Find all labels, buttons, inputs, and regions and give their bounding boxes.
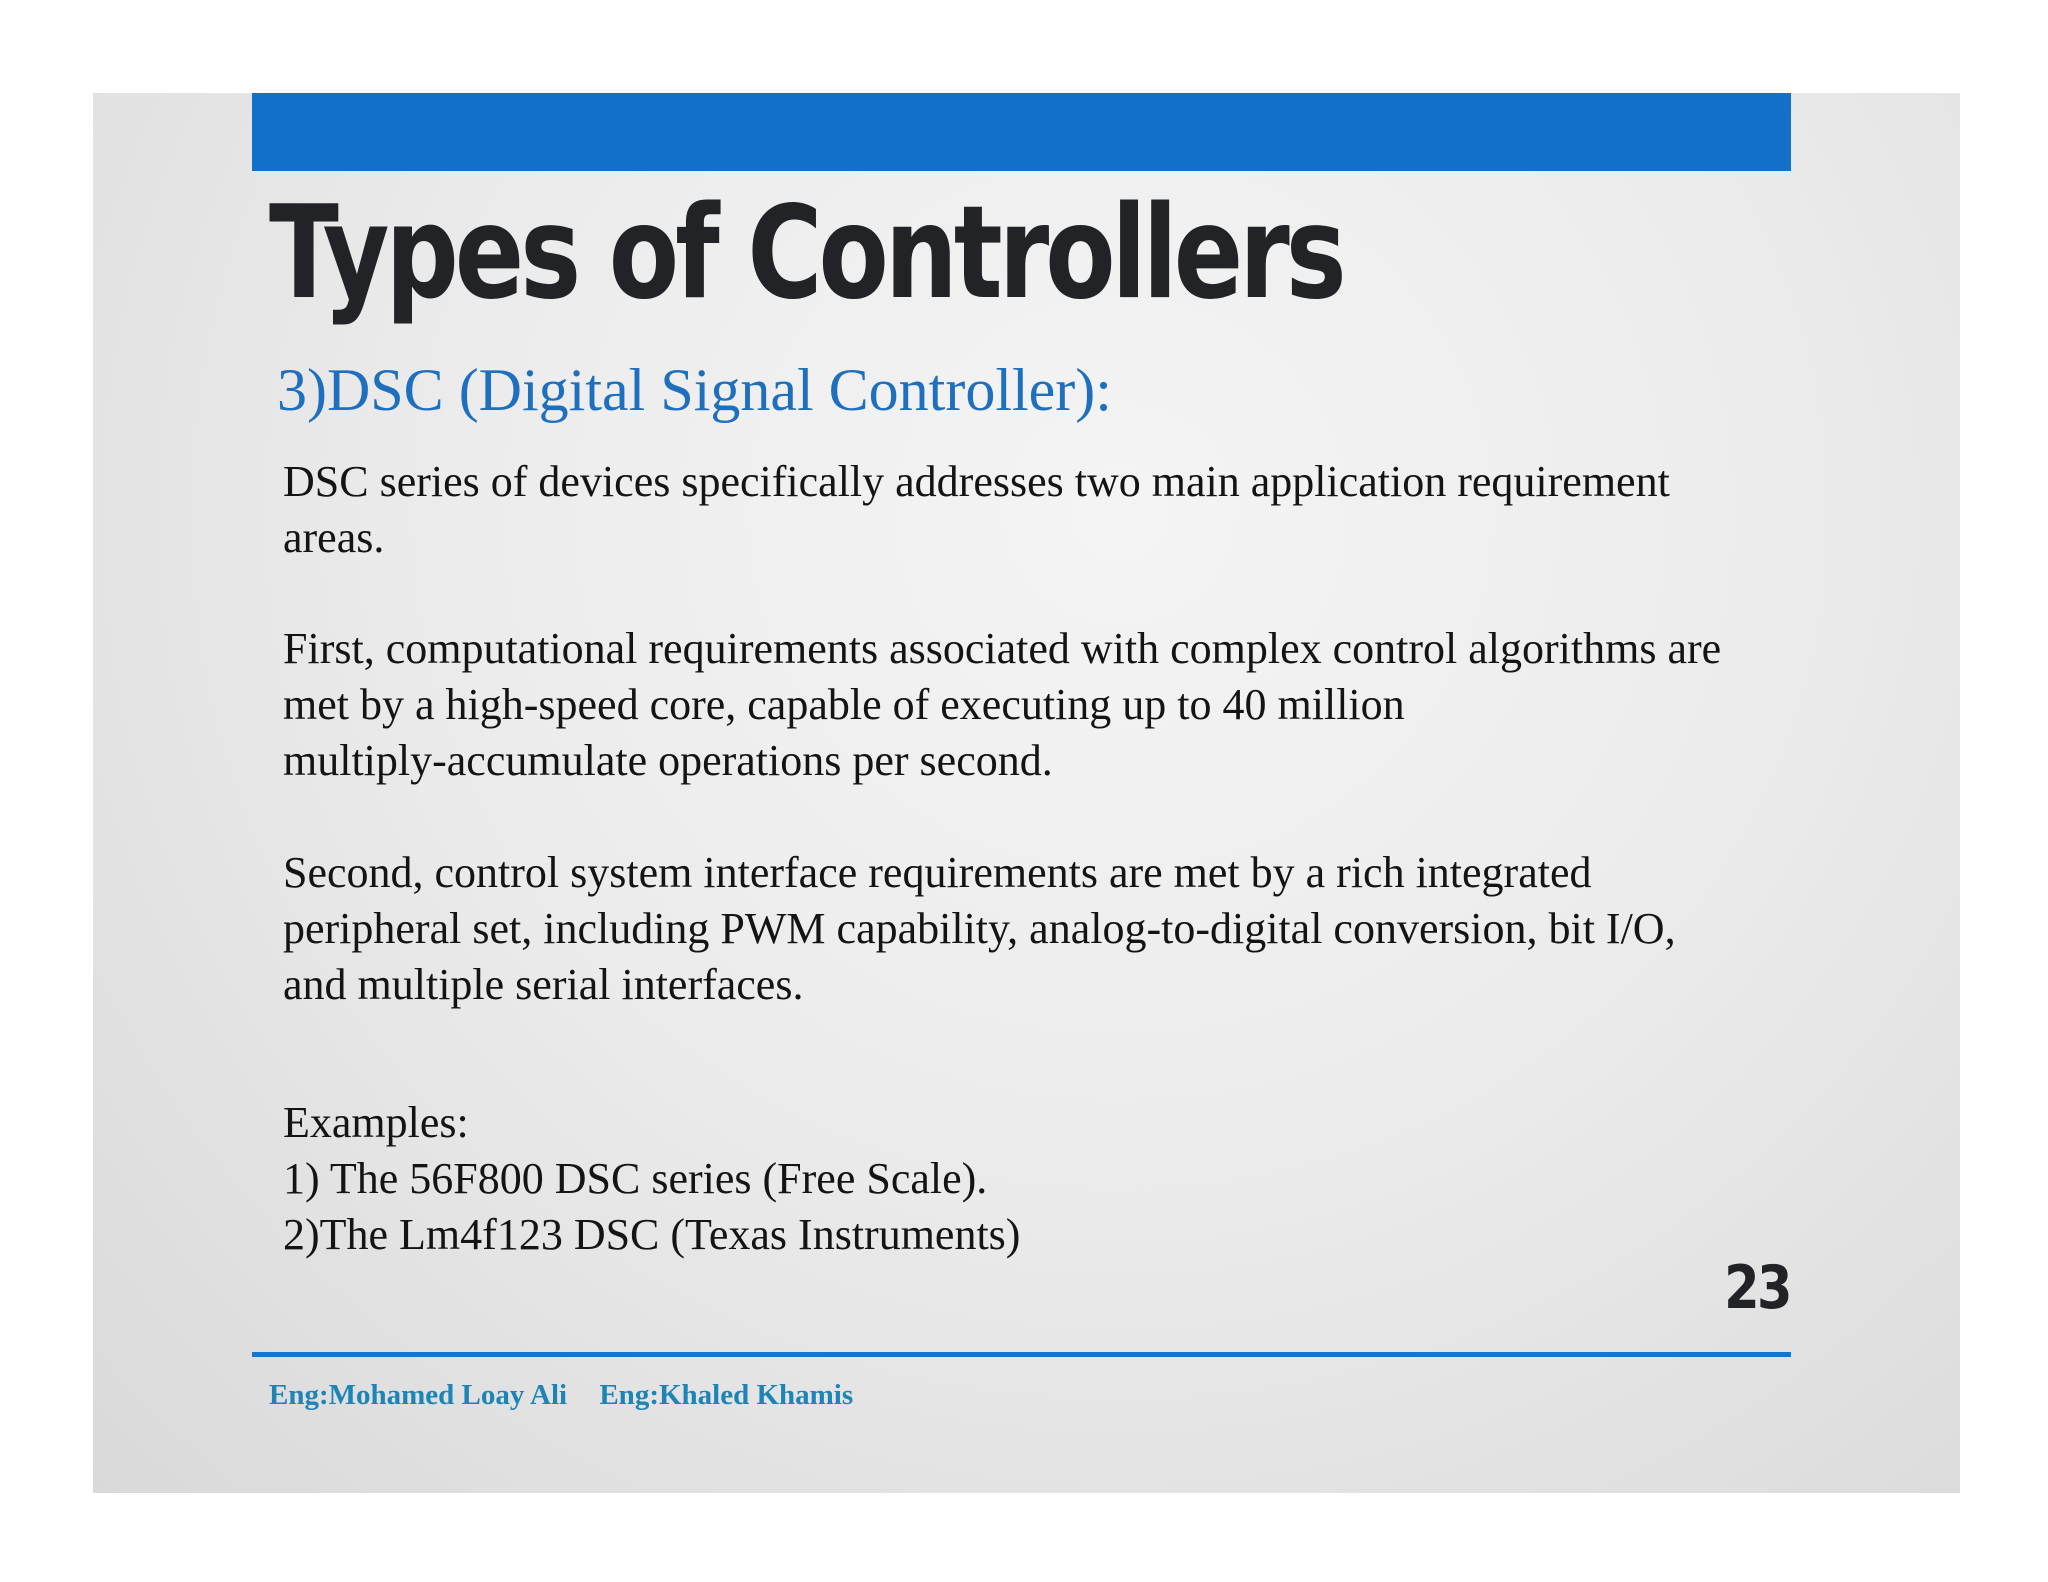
paragraph-line: and multiple serial interfaces. [283, 960, 804, 1009]
example-item: 1) The 56F800 DSC series (Free Scale). [283, 1154, 988, 1203]
slide-subtitle: 3)DSC (Digital Signal Controller): [277, 357, 1112, 423]
footer-author: Eng:Khaled Khamis [599, 1379, 854, 1411]
paragraph-line: peripheral set, including PWM capability, analog-to-digital conversion, bit I/O, [283, 904, 1676, 953]
paragraph-line: multiply-accumulate operations per second. [283, 736, 1053, 785]
footer-divider [252, 1352, 1791, 1357]
footer-authors [269, 1377, 853, 1413]
paragraph-intro [283, 454, 1923, 566]
paragraph-line: met by a high-speed core, capable of executing up to 40 million [283, 680, 1405, 729]
slide-title: Types of Controllers [269, 179, 1343, 328]
slide [93, 93, 1960, 1493]
paragraph-line: areas. [283, 513, 385, 562]
example-item: 2)The Lm4f123 DSC (Texas Instruments) [283, 1210, 1021, 1259]
paragraph-line: Second, control system interface requirements are met by a rich integrated [283, 848, 1592, 897]
header-accent-bar [252, 93, 1791, 171]
paragraph-line: DSC series of devices specifically addresses two main application requirement [283, 457, 1670, 506]
examples-section [283, 1095, 1923, 1263]
examples-heading: Examples: [283, 1098, 469, 1147]
page-number: 23 [1724, 1253, 1790, 1323]
footer-author: Eng:Mohamed Loay Ali [269, 1379, 568, 1411]
paragraph-interface [283, 845, 1923, 1013]
paragraph-line: First, computational requirements associated with complex control algorithms are [283, 624, 1722, 673]
paragraph-computational [283, 621, 1923, 789]
